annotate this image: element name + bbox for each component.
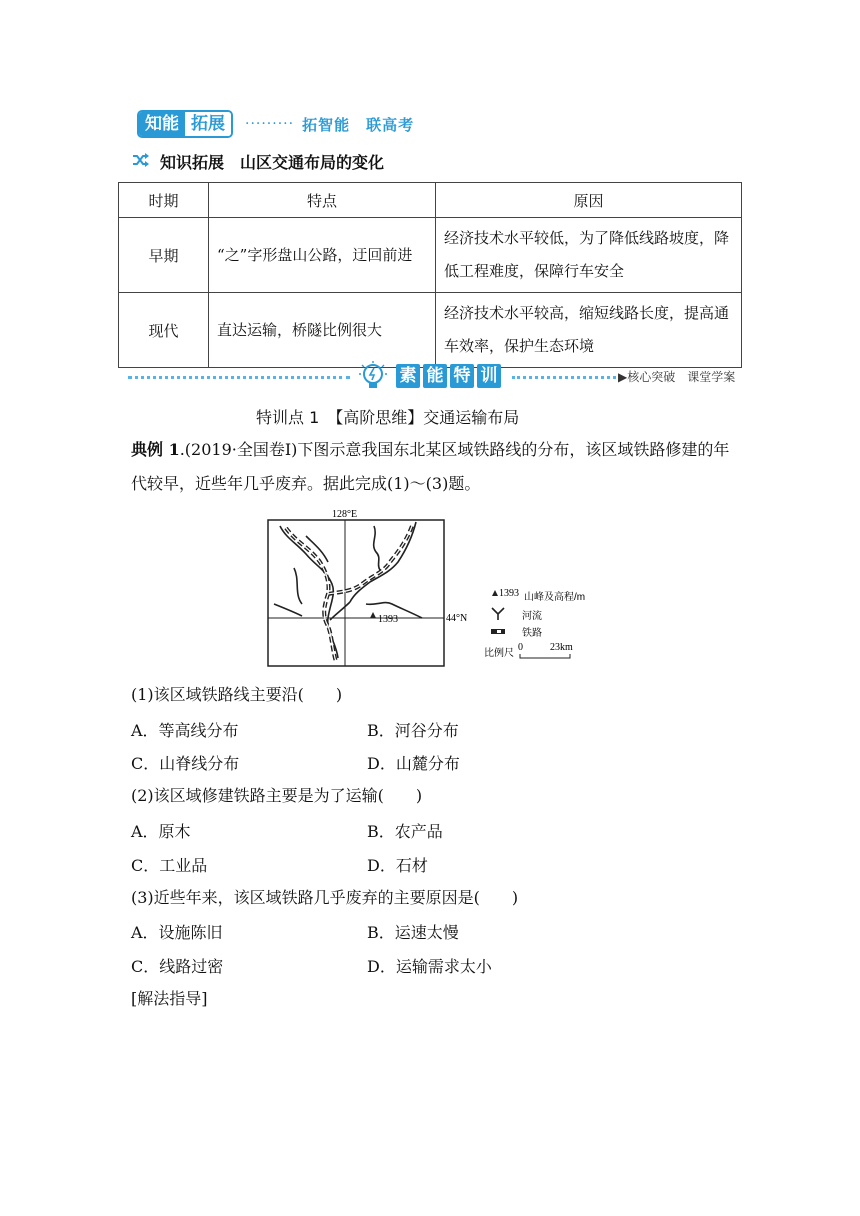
question-1-stem: (1)该区域铁路线主要沿( ): [131, 685, 343, 704]
table-header: 原因: [436, 183, 742, 218]
question-3-stem: (3)近些年来，该区域铁路几乎废弃的主要原因是( ): [131, 888, 519, 907]
map-lat-label: 44°N: [446, 613, 468, 624]
knowledge-table: [118, 182, 742, 368]
map-figure: [266, 508, 596, 673]
lightbulb-icon: [358, 360, 388, 398]
legend-scale-value: 23km: [550, 642, 573, 653]
subtitle: 特训点 1 【高阶思维】交通运输布局: [256, 408, 520, 427]
section-title: [132, 150, 384, 173]
option[interactable]: D．山麓分布: [367, 754, 460, 773]
table-cell-feature: 直达运输，桥隧比例很大: [209, 293, 436, 368]
training-banner: [128, 360, 740, 394]
option[interactable]: B．农产品: [367, 822, 443, 841]
example-text: .(2019·全国卷Ⅰ)下图示意我国东北某区域铁路线的分布，该区域铁路修建的年代较早，近些年几乎废弃。据此完成(1)～(3)题。: [131, 440, 730, 493]
table-cell-period: 现代: [119, 293, 209, 368]
option[interactable]: B．河谷分布: [367, 721, 459, 740]
option[interactable]: B．运速太慢: [367, 923, 459, 942]
legend-peak-text: 山峰及高程/m: [524, 592, 586, 603]
badge-left: 知能: [139, 112, 185, 136]
peak-icon: [370, 612, 376, 618]
section-badge: [137, 110, 414, 138]
question-2-stem: (2)该区域修建铁路主要是为了运输( ): [131, 786, 423, 805]
legend-scale-label: 比例尺: [484, 648, 514, 659]
banner-char: 训: [477, 364, 501, 388]
legend-rail-text: 铁路: [522, 628, 542, 639]
dotted-line-right: [512, 376, 616, 379]
table-row: [119, 293, 742, 368]
table-header: 时期: [119, 183, 209, 218]
example-paragraph: [131, 433, 737, 501]
option[interactable]: D．石材: [367, 856, 428, 875]
map-peak-label: 1393: [378, 614, 398, 625]
badge-tag: 拓智能 联高考: [302, 115, 415, 134]
legend-river-icon: [492, 608, 504, 620]
section-title-text: 知识拓展 山区交通布局的变化: [160, 153, 385, 172]
badge-right: 拓展: [185, 112, 231, 136]
badge-dots: ·········: [245, 116, 295, 132]
table-header: 特点: [209, 183, 436, 218]
table-row: [119, 218, 742, 293]
scale-bar: [520, 654, 570, 658]
solution-guide: [解法指导]: [131, 989, 208, 1008]
banner-right-text: ▶核心突破 课堂学案: [618, 370, 736, 384]
legend-scale-zero: 0: [518, 642, 523, 653]
table-header-row: [119, 183, 742, 218]
option[interactable]: C．线路过密: [131, 957, 224, 976]
option[interactable]: C．山脊线分布: [131, 754, 240, 773]
dotted-line-left: [128, 376, 350, 379]
table-cell-period: 早期: [119, 218, 209, 293]
banner-char: 素: [396, 364, 420, 388]
table-cell-reason: 经济技术水平较低，为了降低线路坡度，降低工程难度，保障行车安全: [436, 218, 742, 293]
banner-char: 能: [423, 364, 447, 388]
badge-box: [137, 110, 233, 138]
legend-river-text: 河流: [522, 611, 542, 622]
option[interactable]: A．设施陈旧: [131, 923, 223, 942]
map-svg: [266, 508, 596, 673]
banner-char: 特: [450, 364, 474, 388]
table-cell-reason: 经济技术水平较高，缩短线路长度，提高通车效率，保护生态环境: [436, 293, 742, 368]
map-lon-label: 128°E: [332, 509, 358, 520]
table-cell-feature: “之”字形盘山公路，迂回前进: [209, 218, 436, 293]
banner-title: [396, 364, 501, 388]
shuffle-icon: [132, 152, 150, 171]
option[interactable]: D．运输需求太小: [367, 957, 492, 976]
example-label: 典例 1: [131, 440, 180, 459]
option[interactable]: C．工业品: [131, 856, 208, 875]
option[interactable]: A．原木: [131, 822, 191, 841]
legend-peak: 1393: [499, 588, 519, 599]
legend-peak-icon: [492, 590, 498, 596]
option[interactable]: A．等高线分布: [131, 721, 239, 740]
